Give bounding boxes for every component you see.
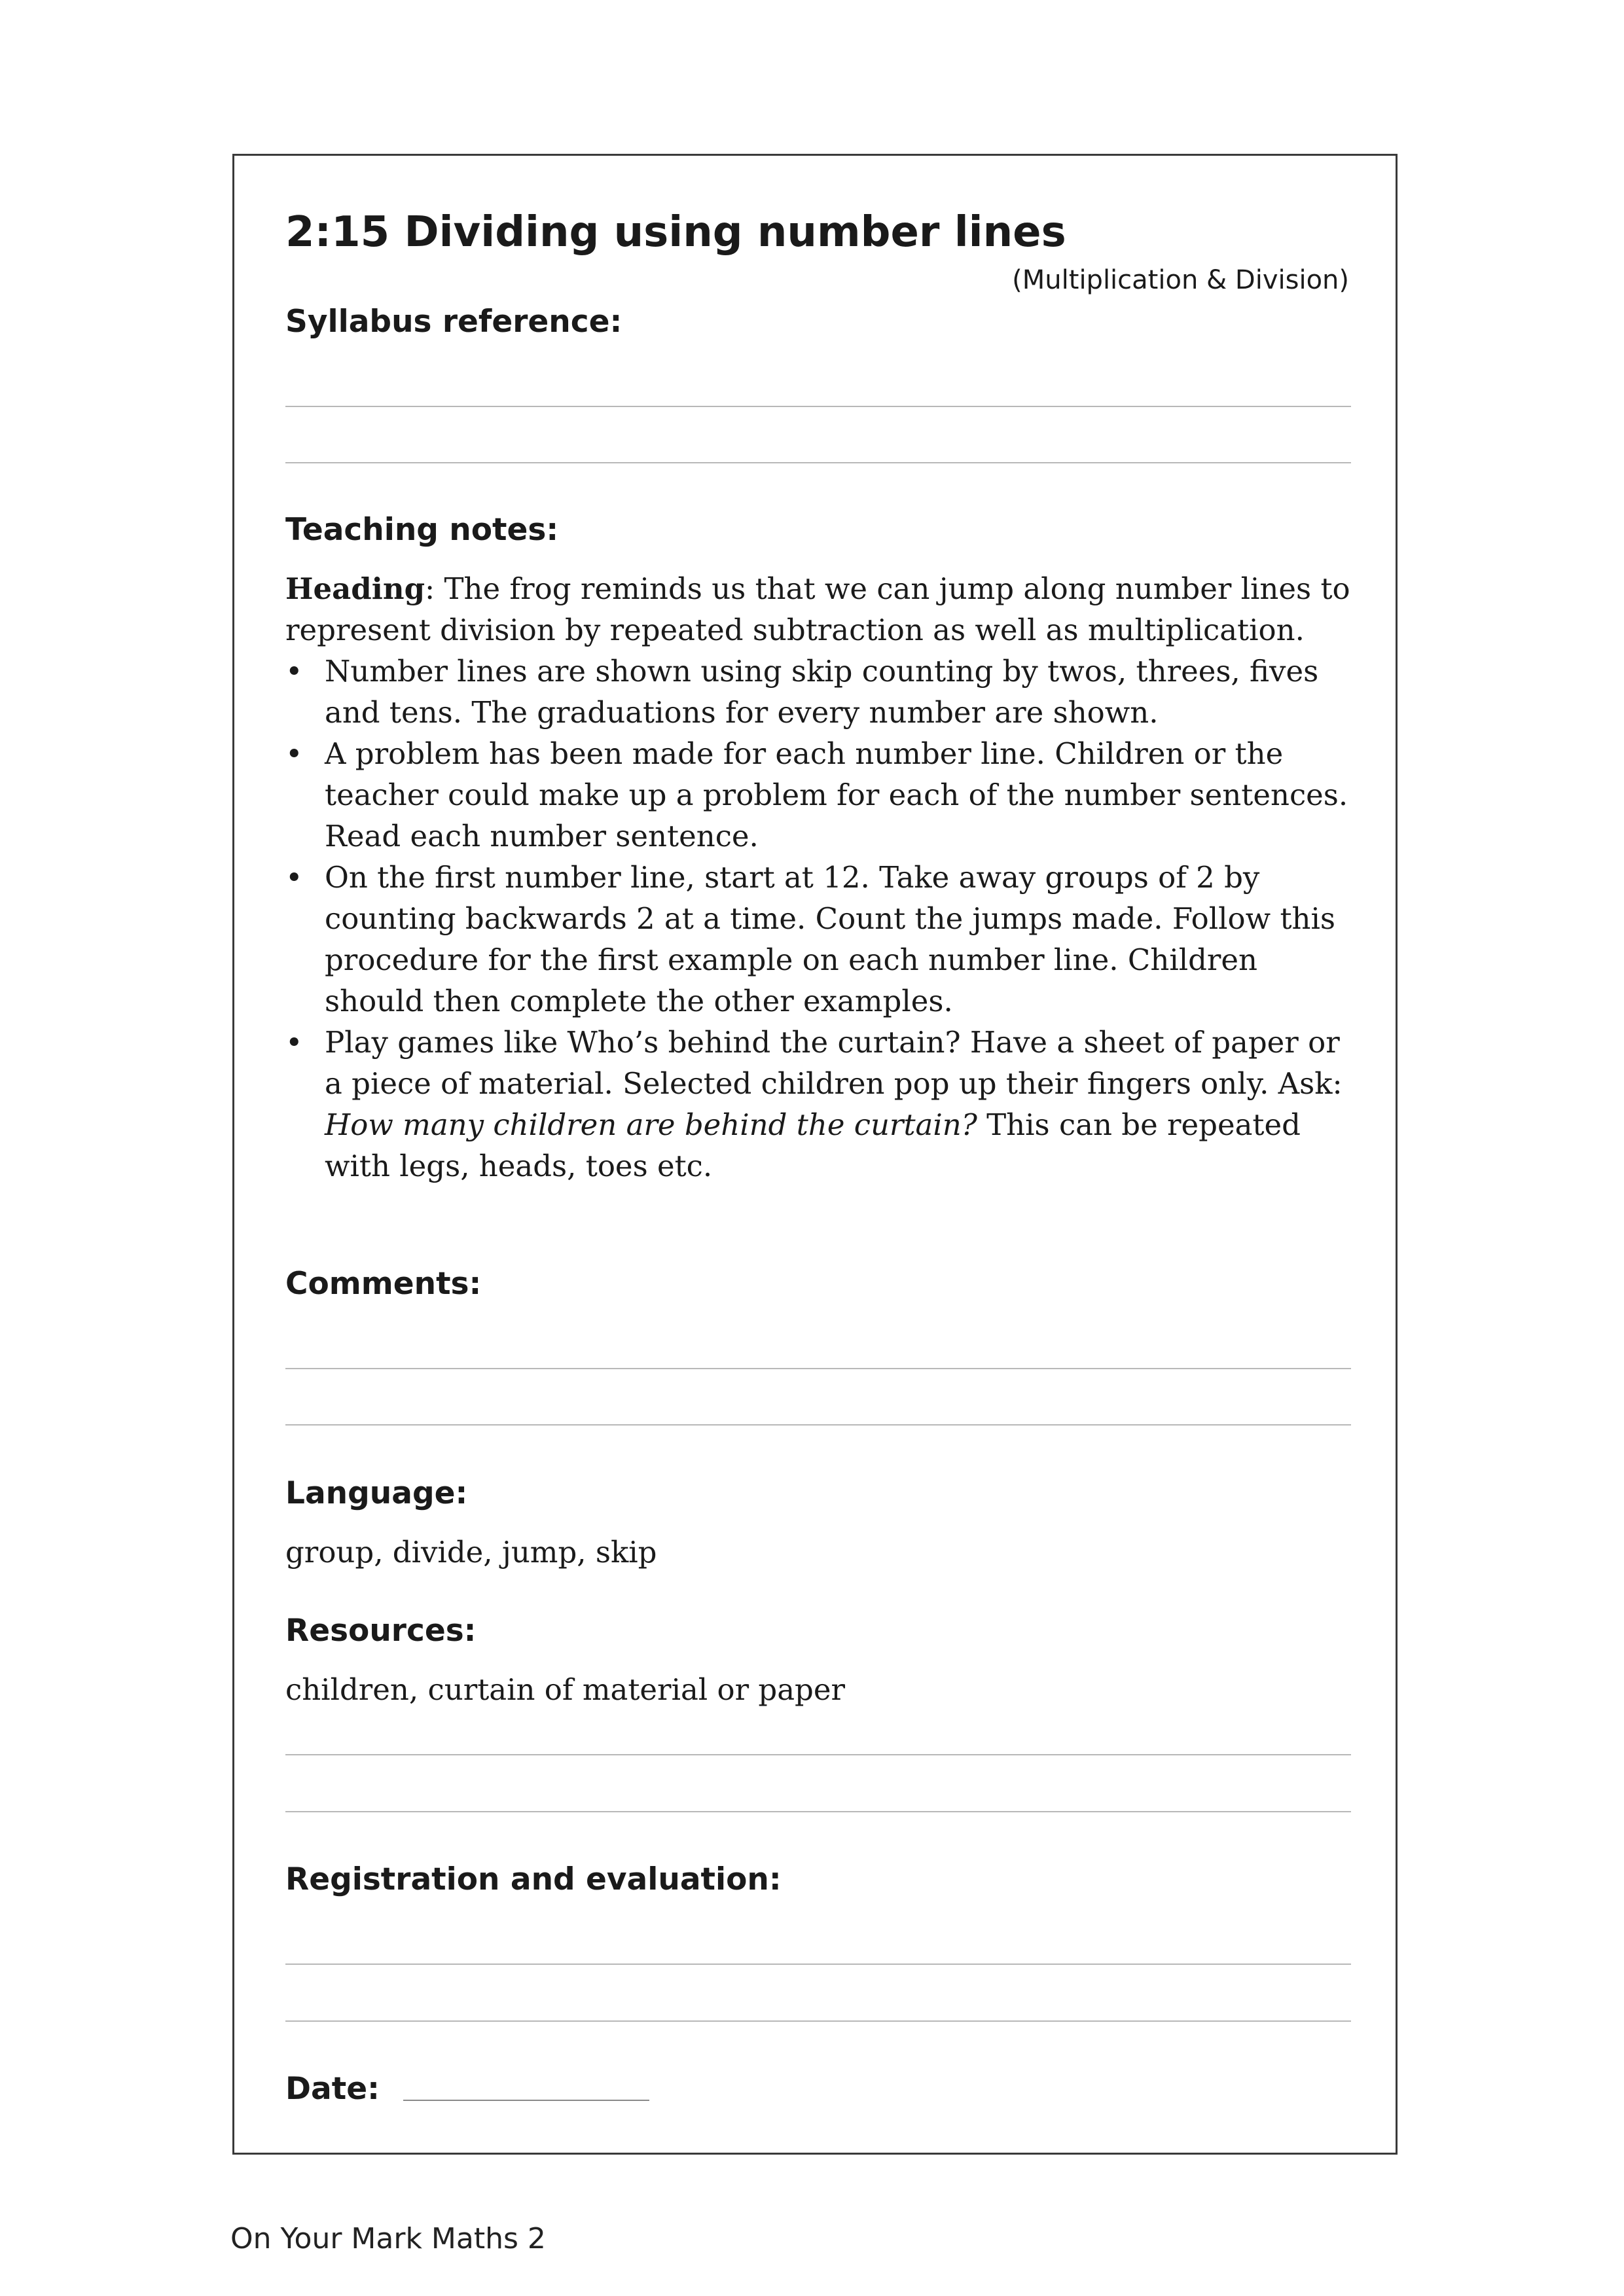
resources-line-1 <box>285 1754 1351 1755</box>
resources-line-2 <box>285 1811 1351 1812</box>
teaching-notes <box>285 568 1351 1187</box>
intro-bold: Heading <box>285 571 425 606</box>
page-subtitle: (Multiplication & Division) <box>1012 265 1349 295</box>
resources-text: children, curtain of material or paper <box>285 1672 845 1707</box>
language-text: group, divide, jump, skip <box>285 1535 657 1570</box>
list-item: • On the first number line, start at 12. Take away groups of 2 by counting backwards 2 at a time. Count the jumps made. Follow this procedure for the first example on each number line. Children should then complete the other examples. <box>285 857 1351 1022</box>
comments-line-2 <box>285 1424 1351 1426</box>
list-item: • Number lines are shown using skip counting by twos, threes, fives and tens. The graduations for every number are shown. <box>285 651 1351 733</box>
page-title: 2:15 Dividing using number lines <box>285 208 1066 257</box>
bullet-text: Play games like Who’s behind the curtain? Have a sheet of paper or a piece of material. Selected children pop up their fingers only. Ask: <box>325 1025 1343 1101</box>
bullet-text-end: This can be repeated with legs, heads, toes etc. <box>325 1107 1301 1183</box>
comments-line-1 <box>285 1368 1351 1369</box>
syllabus-line-1 <box>285 406 1351 407</box>
list-item <box>285 1022 1351 1187</box>
comments-heading: Comments: <box>285 1266 482 1302</box>
footer-text: On Your Mark Maths 2 <box>230 2222 546 2255</box>
teaching-intro <box>285 568 1351 651</box>
registration-line-1 <box>285 1964 1351 1965</box>
date-line <box>403 2100 649 2101</box>
teaching-notes-heading: Teaching notes: <box>285 512 559 548</box>
teaching-bullets <box>285 651 1351 1187</box>
date-label: Date: <box>285 2071 380 2107</box>
registration-heading: Registration and evaluation: <box>285 1861 782 1897</box>
syllabus-heading: Syllabus reference: <box>285 304 623 340</box>
registration-line-2 <box>285 2020 1351 2022</box>
resources-heading: Resources: <box>285 1613 477 1649</box>
language-heading: Language: <box>285 1475 468 1511</box>
list-item: • A problem has been made for each number line. Children or the teacher could make up a problem for each of the number sentences. Read each number sentence. <box>285 733 1351 857</box>
bullet-italic: How many children are behind the curtain? <box>325 1107 977 1142</box>
syllabus-line-2 <box>285 462 1351 463</box>
intro-text: : The frog reminds us that we can jump along number lines to represent division by repeated subtraction as well as multiplication. <box>285 571 1350 647</box>
